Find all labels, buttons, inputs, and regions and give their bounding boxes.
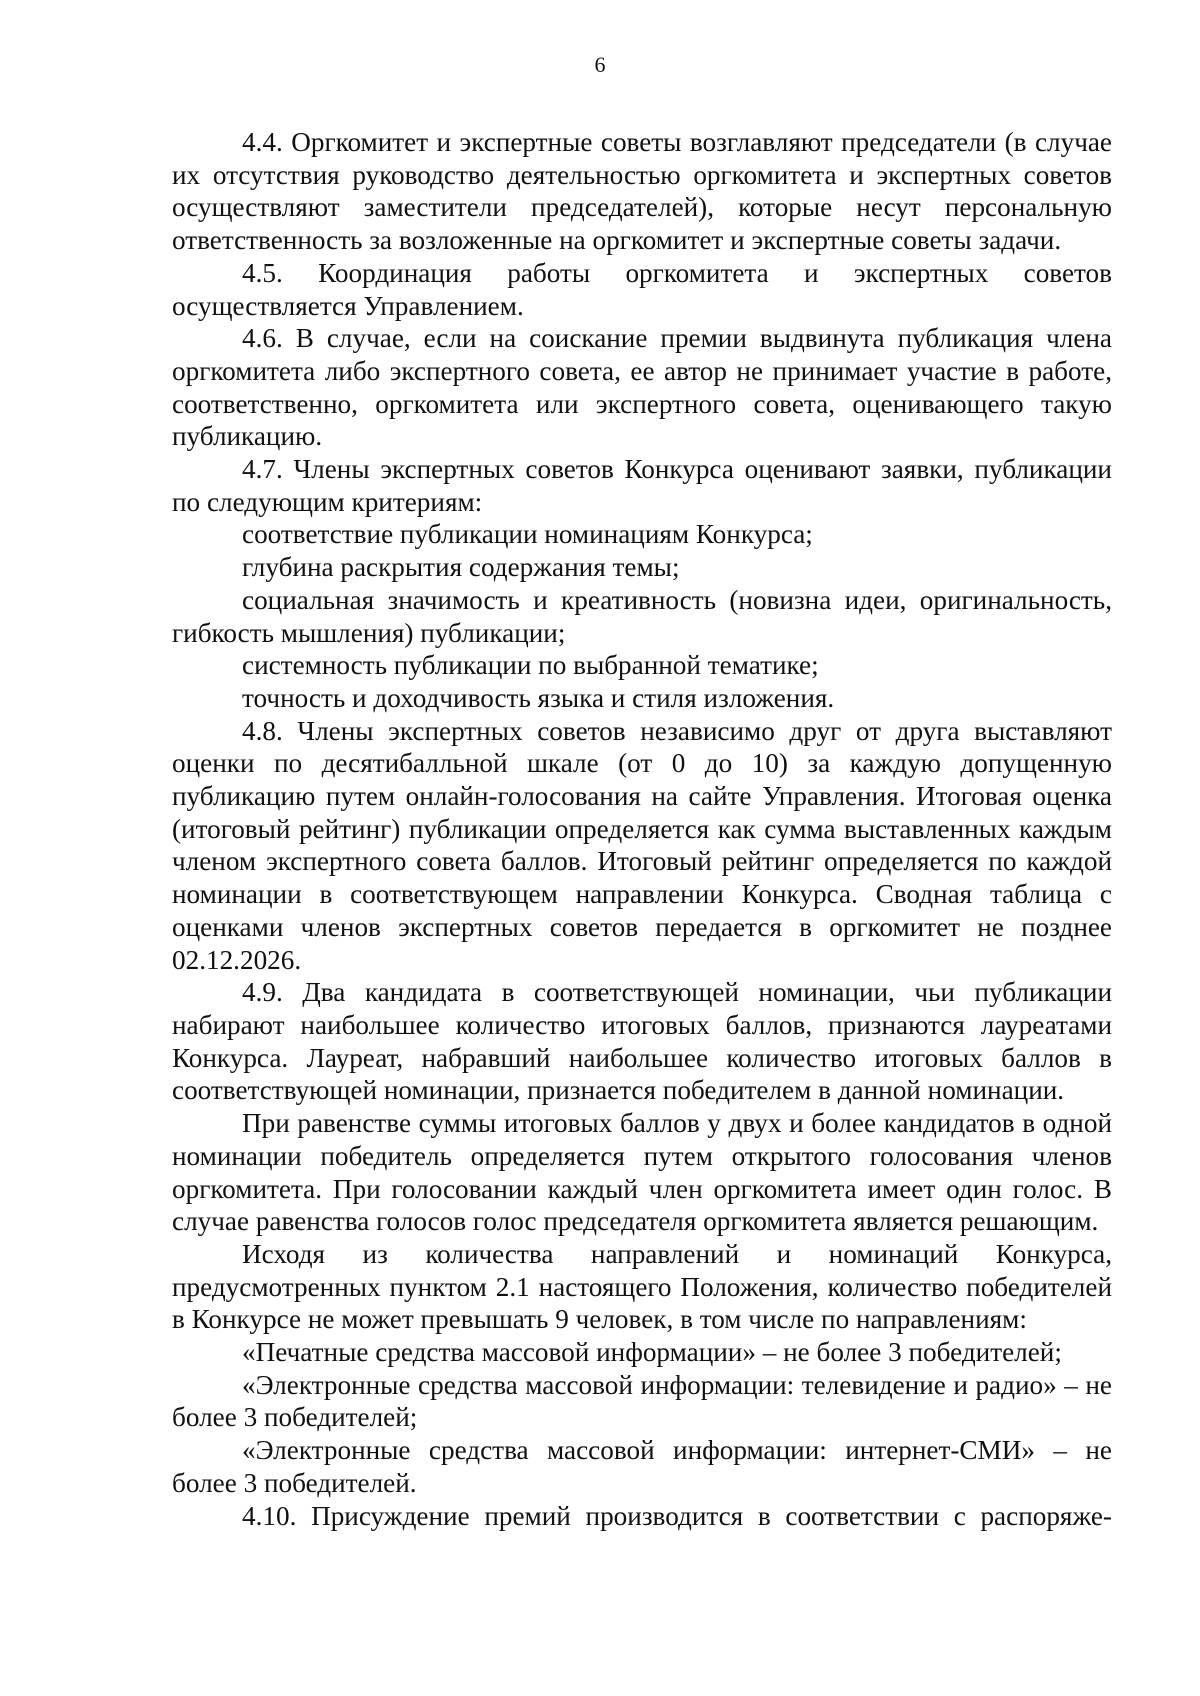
criteria-item: социальная значимость и креативность (новизна идеи, оригинальность, гибкость мышления) публикации; bbox=[172, 584, 1112, 648]
paragraph-4-10: 4.10. Присуждение премий производится в соответствии с распоряже- bbox=[242, 1500, 1112, 1531]
paragraph-4-7: 4.7. Члены экспертных советов Конкурса оценивают заявки, публикации по следующим критериям: bbox=[172, 454, 1112, 517]
criteria-item: глубина раскрытия содержания темы; bbox=[242, 552, 680, 583]
paragraph-4-8: 4.8. Члены экспертных советов независимо друг от друга выставляют оценки по десятибалльной шкале (от 0 до 10) за каждую допущенную публикацию путем онлайн-голосования на сайте Управления. Итоговая оценка (итоговый рейтинг) публикации определяется как сумма выставленных каждым членом экспертного совета баллов. Итоговый рейтинг определяется по каждой номинации в соответствующем направлении Конкурса. Сводная таблица с оценками членов экспертных советов передается в оргкомитет не позднее 02.12.2026. bbox=[172, 715, 1112, 975]
paragraph-4-5: 4.5. Координация работы оргкомитета и экспертных советов осуществляется Управлением. bbox=[172, 257, 1112, 321]
direction-item: «Печатные средства массовой информации» – не более 3 победителей; bbox=[242, 1337, 1062, 1368]
document-body bbox=[172, 126, 1112, 1532]
paragraph-4-9: 4.9. Два кандидата в соответствующей номинации, чьи публикации набирают наибольшее количество итоговых баллов, признаются лауреатами Конкурса. Лауреат, набравший наибольшее количество итоговых баллов в соответствующей номинации, признается победителем в данной номинации. bbox=[172, 977, 1112, 1106]
paragraph-winner-limit: Исходя из количества направлений и номинаций Конкурса, предусмотренных пунктом 2.1 настоящего Положения, количество победителей в Конкурсе не может превышать 9 человек, в том числе по направлениям: bbox=[172, 1238, 1112, 1335]
direction-item: «Электронные средства массовой информации: телевидение и радио» – не более 3 победителей; bbox=[172, 1369, 1112, 1433]
paragraph-4-6: 4.6. В случае, если на соискание премии выдвинута публикация члена оргкомитета либо экспертного совета, ее автор не принимает участие в работе, соответственно, оргкомитета или экспертного совета, оценивающего такую публикацию. bbox=[172, 323, 1112, 452]
criteria-item: системность публикации по выбранной тематике; bbox=[242, 650, 819, 681]
paragraph-4-4: 4.4. Оргкомитет и экспертные советы возглавляют председатели (в случае их отсутствия руководство деятельностью оргкомитета и экспертных советов осуществляют заместители председателей), которые несут персональную ответственность за возложенные на оргкомитет и экспертные советы задачи. bbox=[172, 127, 1112, 256]
direction-item: «Электронные средства массовой информации: интернет-СМИ» – не более 3 победителей. bbox=[172, 1435, 1112, 1498]
paragraph-tie-rule: При равенстве суммы итоговых баллов у двух и более кандидатов в одной номинации победитель определяется путем открытого голосования членов оргкомитета. При голосовании каждый член оргкомитета имеет один голос. В случае равенства голосов голос председателя оргкомитета является решающим. bbox=[172, 1108, 1112, 1237]
criteria-item: соответствие публикации номинациям Конкурса; bbox=[242, 519, 813, 550]
page-number: 6 bbox=[594, 52, 606, 77]
criteria-item: точность и доходчивость языка и стиля изложения. bbox=[242, 682, 835, 713]
